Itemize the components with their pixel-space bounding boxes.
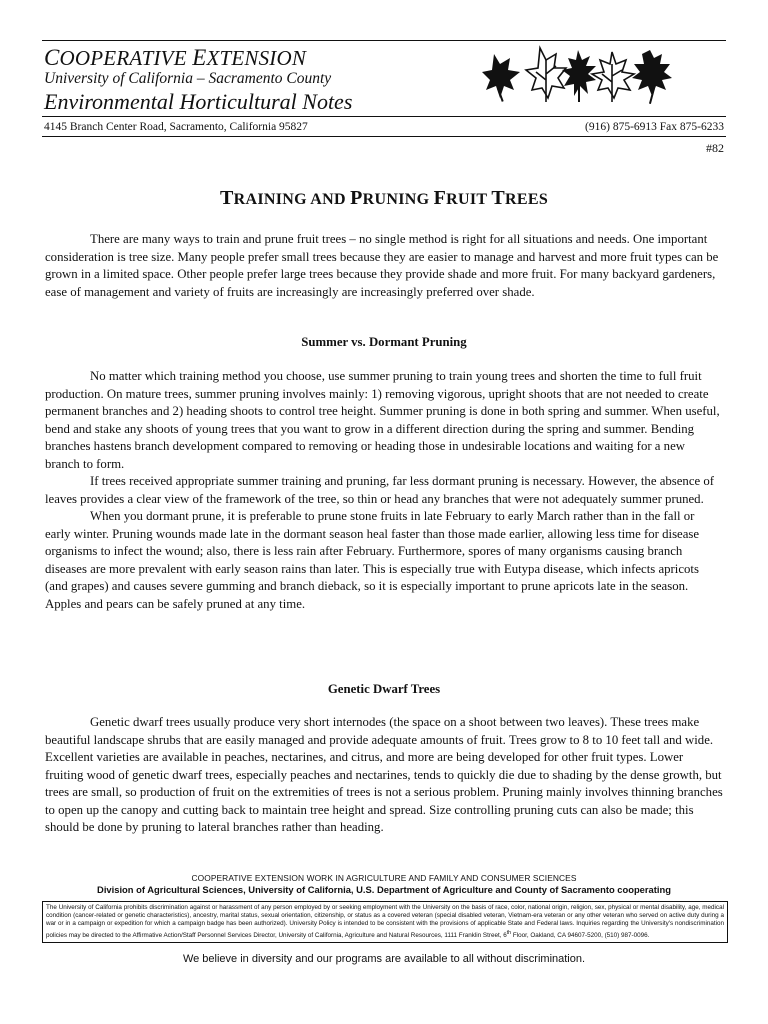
header-bottom-rule xyxy=(42,136,726,137)
series-title: Environmental Horticultural Notes xyxy=(44,89,353,114)
leaves-logo xyxy=(482,44,682,106)
diversity-statement: We believe in diversity and our programs are available to all without discrimination. xyxy=(182,953,586,965)
document-number: #82 xyxy=(706,141,724,155)
university-name: University of California – Sacramento County xyxy=(44,70,332,87)
header-top-rule xyxy=(42,40,726,41)
paragraph: If trees received appropriate summer training and pruning, far less dormant pruning is necessary. However, the absence of leaves provides a clear view of the framework of the tree, so thin or head any branches that were not adequately summer pruned. xyxy=(45,474,715,506)
section-summer-dormant-text xyxy=(45,368,723,613)
section-heading-summer-dormant: Summer vs. Dormant Pruning xyxy=(301,335,467,349)
intro-paragraph: There are many ways to train and prune fruit trees – no single method is right for all situations and needs. One important consideration is tree size. Many people prefer small trees because they are easier to manage and harvest and more fruit types can be grown in a limited space. Other people prefer large trees because they provide shade and more fruit. For many backyard gardeners, ease of management and variety of fruits are increasingly are increasingly preferred over shade. xyxy=(45,232,719,299)
nondiscrimination-statement: The University of California prohibits discrimination against or harassment of any person employed by or seeking employment with the University on the basis of race, color, national origin, religion, sex, physical or mental disability, age, medical condition (cancer-related or genetic characteristics), ancestry, marital status, sexual orientation, citizenship, or status as a covered veteran (special disabled veteran, Vietnam-era veteran or any other veteran who served on active duty during a war or in a campaign or expedition for which a campaign badge has been authorized). University Policy is intended to be consistent with the provisions of applicable State and Federal laws. Inquiries regarding the University's nondiscrimination policies may be directed to the Affirmative Action/Staff Personnel Services Director, University of California, Agriculture and Natural Resources, 1111 Franklin Street, 6th Floor, Oakland, CA 94607-5200, (510) 987-0096. xyxy=(42,901,728,943)
address: 4145 Branch Center Road, Sacramento, California 95827 xyxy=(44,121,308,133)
section-heading-genetic-dwarf: Genetic Dwarf Trees xyxy=(327,682,441,696)
page-title: TRAINING AND PRUNING FRUIT TREES xyxy=(219,187,549,209)
footer-division-line: Division of Agricultural Sciences, University of California, U.S. Department of Agriculture and County of Sacramento cooperating xyxy=(97,884,671,895)
paragraph: When you dormant prune, it is preferable to prune stone fruits in late February to early March rather than in the fall or early winter. Pruning wounds made late in the dormant season heal faster than those made earlier, allowing less time for disease organisms to infect the wound; also, there is less rain after February. Furthermore, spores of many organisms causing branch diseases are more prevalent with early season rains than later. This is especially true with Eutypa disease, which infects apricots (and grapes) and causes severe gumming and branch dieback, so it is especially important to prune apricots late in the season. Apples and pears can be safely pruned at any time. xyxy=(45,509,700,611)
paragraph: No matter which training method you choose, use summer pruning to train young trees and shorten the time to full fruit production. On mature trees, summer pruning involves mainly: 1) removing vigorous, upright shoots that are not needed to create permanent branches and 2) heading shoots to control tree height. Summer pruning is done in both spring and summer. When useful, bend and stake any shoots of young trees that you want to grow in a different direction during the spring and summer. Bending branches hastens branch development compared to removing or heading those in undesirable locations and waiting for a new branch to form. xyxy=(45,369,720,471)
section-genetic-dwarf-text xyxy=(45,714,723,837)
phone-fax: (916) 875-6913 Fax 875-6233 xyxy=(585,121,724,133)
paragraph: Genetic dwarf trees usually produce very short internodes (the space on a shoot between two leaves). These trees make beautiful landscape shrubs that are easily managed and provide adequate amounts of fruit. Trees grow to 8 to 10 feet tall and wide. Excellent varieties are available in peaches, nectarines, and citrus, and more are being developed for other fruit types. Lower fruiting wood of genetic dwarf trees, especially peaches and nectarines, tends to quickly die due to shading by the dense growth, but trees are small, so production of fruit on the extremities of trees is not a serious problem. Pruning mainly involves thinning branches to open up the canopy and cutting back to maintain tree height and spread. Size controlling pruning cuts can also be made; this should be done by pruning to lateral branches rather than heading. xyxy=(45,715,723,834)
org-name: COOPERATIVE EXTENSION xyxy=(44,45,307,70)
intro-text xyxy=(45,231,723,301)
header-middle-rule xyxy=(42,116,726,117)
footer-cooperative-line: COOPERATIVE EXTENSION WORK IN AGRICULTURE AND FAMILY AND CONSUMER SCIENCES xyxy=(191,873,577,883)
